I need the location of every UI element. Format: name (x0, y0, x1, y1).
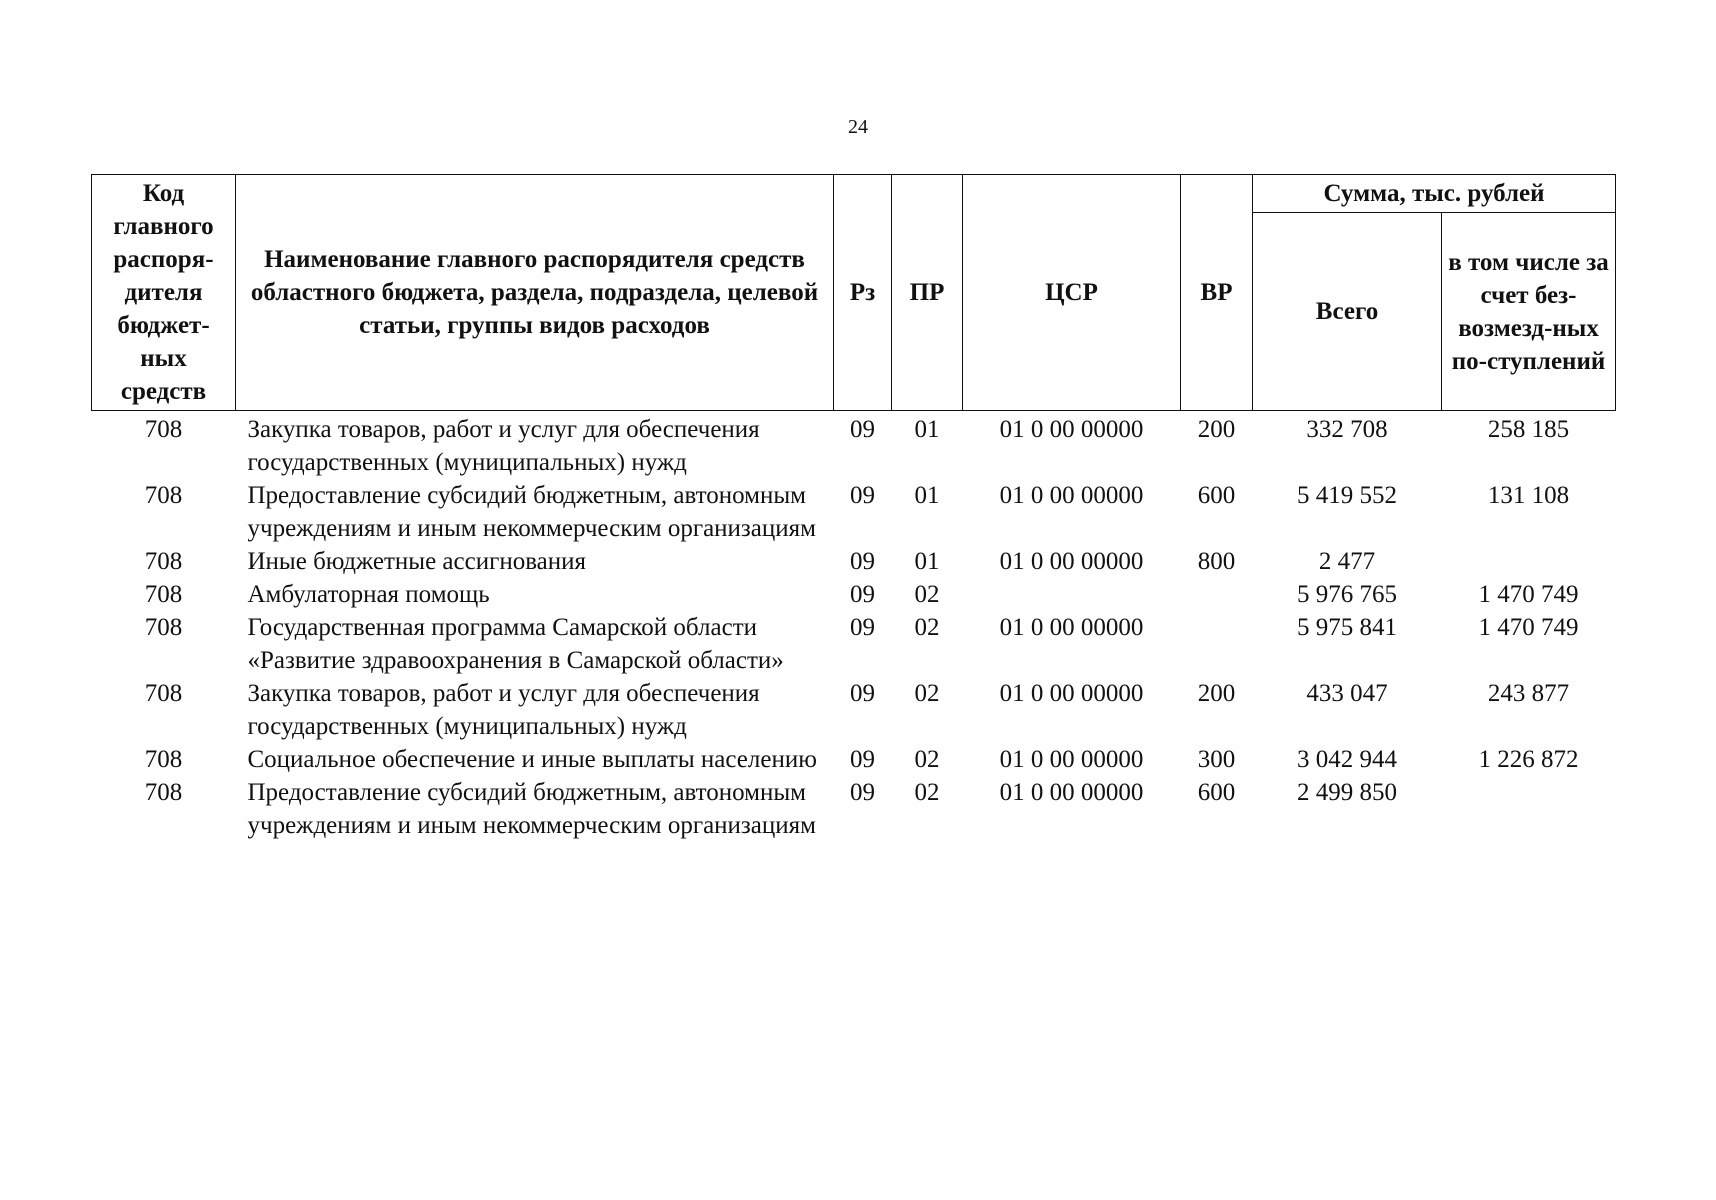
header-code: Код главного распоря-дителя бюджет-ных средств (92, 175, 236, 411)
page-number: 24 (848, 116, 868, 138)
table-row (92, 578, 1616, 611)
cell-rz: 09 (850, 482, 875, 509)
table-row (92, 479, 1616, 545)
cell-total: 5 975 841 (1297, 614, 1397, 641)
cell-name: Социальное обеспечение и иные выплаты населению (247, 746, 817, 773)
cell-total: 332 708 (1306, 416, 1388, 443)
cell-vr: 200 (1197, 416, 1236, 443)
table-row (92, 411, 1616, 480)
cell-csr: 01 0 00 00000 (999, 548, 1144, 575)
cell-total: 433 047 (1306, 680, 1388, 707)
cell-name: Государственная программа Самарской области «Развитие здравоохранения в Самарской области» (247, 614, 784, 674)
cell-rz: 09 (850, 548, 875, 575)
cell-code: 708 (144, 482, 183, 509)
cell-vr: 200 (1197, 680, 1236, 707)
cell-free: 1 470 749 (1478, 581, 1579, 608)
cell-name: Закупка товаров, работ и услуг для обеспечения государственных (муниципальных) нужд (247, 416, 760, 476)
cell-free: 258 185 (1487, 416, 1570, 443)
cell-pr: 02 (914, 779, 940, 806)
cell-pr: 02 (914, 581, 940, 608)
cell-rz: 09 (850, 779, 875, 806)
cell-csr: 01 0 00 00000 (999, 680, 1144, 707)
cell-vr (1181, 578, 1253, 611)
header-rz: Рз (834, 175, 892, 411)
cell-rz: 09 (850, 581, 875, 608)
table-body (92, 411, 1616, 843)
cell-code: 708 (144, 416, 183, 443)
cell-name: Предоставление субсидий бюджетным, автономным учреждениям и иным некоммерческим организациям (247, 482, 816, 542)
header-vr: ВР (1181, 175, 1253, 411)
cell-pr: 02 (914, 746, 940, 773)
table-row (92, 677, 1616, 743)
cell-total: 3 042 944 (1297, 746, 1397, 773)
cell-pr: 01 (914, 416, 940, 443)
cell-vr: 600 (1197, 779, 1236, 806)
cell-vr: 800 (1197, 548, 1236, 575)
header-pr: ПР (892, 175, 963, 411)
cell-free (1442, 545, 1616, 578)
cell-csr: 01 0 00 00000 (999, 746, 1144, 773)
cell-code: 708 (144, 680, 183, 707)
cell-free (1442, 776, 1616, 842)
cell-rz: 09 (850, 746, 875, 773)
header-csr: ЦСР (963, 175, 1181, 411)
cell-csr: 01 0 00 00000 (999, 482, 1144, 509)
cell-free: 131 108 (1487, 482, 1570, 509)
cell-code: 708 (144, 779, 183, 806)
header-name: Наименование главного распорядителя средств областного бюджета, раздела, подраздела, целевой статьи, группы видов расходов (236, 175, 834, 411)
cell-total: 2 477 (1318, 548, 1376, 575)
table-header (92, 175, 1616, 411)
cell-rz: 09 (850, 416, 875, 443)
cell-pr: 02 (914, 614, 940, 641)
header-total: Всего (1253, 213, 1442, 411)
cell-free: 1 226 872 (1478, 746, 1579, 773)
cell-code: 708 (144, 614, 183, 641)
cell-pr: 01 (914, 548, 940, 575)
cell-csr (963, 578, 1181, 611)
table-row (92, 776, 1616, 842)
cell-pr: 01 (914, 482, 940, 509)
cell-csr: 01 0 00 00000 (999, 614, 1144, 641)
cell-total: 2 499 850 (1297, 779, 1397, 806)
cell-name: Предоставление субсидий бюджетным, автономным учреждениям и иным некоммерческим организациям (247, 779, 816, 839)
cell-name: Закупка товаров, работ и услуг для обеспечения государственных (муниципальных) нужд (247, 680, 760, 740)
cell-free: 243 877 (1487, 680, 1570, 707)
budget-table (91, 174, 1616, 842)
table-row (92, 611, 1616, 677)
table-row (92, 545, 1616, 578)
cell-vr: 300 (1197, 746, 1236, 773)
header-sum: Сумма, тыс. рублей (1253, 175, 1616, 213)
cell-code: 708 (144, 548, 183, 575)
cell-csr: 01 0 00 00000 (999, 779, 1144, 806)
cell-vr (1181, 611, 1253, 677)
cell-name: Амбулаторная помощь (247, 581, 490, 608)
cell-code: 708 (144, 581, 183, 608)
cell-name: Иные бюджетные ассигнования (247, 548, 587, 575)
cell-pr: 02 (914, 680, 940, 707)
cell-free: 1 470 749 (1478, 614, 1579, 641)
header-free: в том числе за счет без-возмезд-ных по-ступлений (1442, 213, 1616, 411)
table-row (92, 743, 1616, 776)
cell-total: 5 976 765 (1297, 581, 1397, 608)
cell-csr: 01 0 00 00000 (999, 416, 1144, 443)
cell-vr: 600 (1197, 482, 1236, 509)
cell-rz: 09 (850, 680, 875, 707)
cell-code: 708 (144, 746, 183, 773)
cell-rz: 09 (850, 614, 875, 641)
cell-total: 5 419 552 (1297, 482, 1397, 509)
